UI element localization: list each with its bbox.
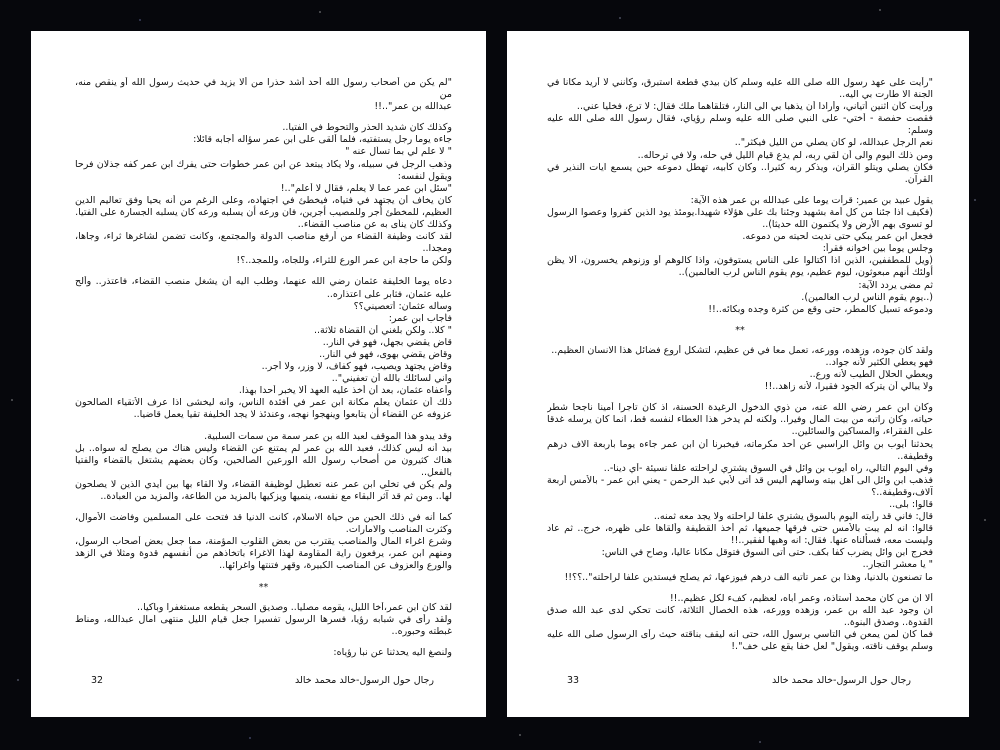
paragraph	[547, 195, 933, 316]
text-line: جاءه يوما رجل يستفتيه، فلما ألقى على ابن عمر سؤاله أجابه قائلا:	[193, 134, 452, 146]
text-line: ولنصغ اليه يحدثنا عن نبأ رؤياه:	[333, 646, 452, 658]
text-line: دعاه يوما الخليفة عثمان رضي الله عنهما، وطلب اليه أن يشغل منصب القضاء، فاعتذر.. وألح عليه عثمان، فثابر على اعتذاره..	[75, 276, 452, 300]
paragraph	[547, 345, 933, 393]
text-line: " لا علم لي بما تسأل عنه "	[345, 146, 452, 158]
text-line: ألا ان من كان محمد أستاذه، وعمر أباه، لعظيم، كفء لكل عظيم..!!	[669, 592, 933, 604]
text-line: فقصت حفصة - أختي- على النبي صلى الله عليه وسلم رؤياي، فقال رسول الله صلى الله عليه وسلم:	[547, 113, 933, 137]
left-page-footer	[31, 675, 486, 689]
text-line: ما تصنعون بالدنيا، وهذا بن عمر تأتيه الف درهم فيوزعها، ثم يصلح فيستدين علفا لراحلته"..؟؟!!	[564, 571, 933, 583]
text-line: وكان ابن عمر رضي الله عنه، من ذوي الدخول الرغيدة الحسنة، اذ كان تاجرا أمينا ناجحا شطر حياته، وكان راتبه من بيت المال وفيرا.. ولكنه لم يدخر هذا العطاء لنفسه قط، انما كان يرسله غدقا على الفقراء، والمساكين والسائلين..	[547, 402, 933, 438]
text-line: فكان يصلي ويتلو القرآن، ويذكر ربه كثيرا.. وكان كأبيه، تهطل دموعه حين يسمع آيات النذير في القرآن.	[547, 161, 933, 185]
paragraph	[75, 276, 452, 421]
page-number: 32	[91, 675, 104, 686]
text-line: ولقد رأى في شبابه رؤيا، فسرها الرسول تفسيرا جعل قيام الليل منتهى آمال عبدالله، ومناط غبطته وحبوره..	[75, 613, 452, 637]
text-line: " يا معشر التجار..	[862, 559, 933, 571]
text-line: فذهب ابن وائل الى أهل بيته وسألهم أليس قد أتى لأبي عبد الرحمن - يعني ابن عمر - بالأمس أربعة آلاف،وقطيفة..؟	[547, 474, 933, 498]
text-line: (ويل للمطففين، الذين اذا اكتالوا على الناس يستوفون، واذا كالوهم أو وزنوهم يخسرون، ألا يظن أولئك أنهم مبعوثون، ليوم عظيم، يوم يقوم الناس لرب العالمين)..	[547, 255, 933, 279]
paragraph	[75, 647, 452, 659]
text-line: وفي اليوم التالي، رآه أيوب بن وائل في السوق يشتري لراحلته علفا نسيئة -أي دينا-..	[603, 462, 933, 474]
text-line: كما أنه في ذلك الحين من حياة الاسلام، كانت الدنيا قد فتحت على المسلمين وفاضت الأموال، وكثرت المناصب والامارات.	[75, 512, 452, 536]
text-line: فما كان لمن يمعن في التأسي برسول الله، حتى انه ليقف بناقته حيث رأى الرسول صلى الله عليه وسلم يوقف ناقته. ويقول" لعل خفا يقع على خف".!	[547, 628, 933, 653]
text-line: فخرج ابن وائل يضرب كفا بكف. حتى أتى السوق فتوقل مكانا عاليا، وصاح في الناس:	[601, 547, 933, 559]
paragraph	[547, 77, 933, 186]
text-line: قالوا: بلى..	[889, 499, 933, 510]
text-line: ودموعه تسيل كالمطر، حتى وقع من كثرة وجده وبكائه..!!	[708, 303, 933, 315]
text-line: وسأله عثمان: أتعصيني؟؟	[353, 300, 452, 312]
left-page-text	[75, 77, 452, 668]
text-line: ولم يكن في تخلي ابن عمر عنه تعطيل لوظيفة القضاء، ولا القاء بها بين أيدي الذين لا يصلحون لها.. ومن ثم قد آثر البقاء مع نفسه، ينميها ويزكيها بالمزيد من الطاعة، والمزيد من العبادة..	[75, 478, 452, 502]
paragraph	[75, 431, 452, 504]
page-number: 33	[567, 675, 580, 686]
book-spine-gap	[486, 0, 507, 750]
text-line: قالوا: انه لم يبت بالأمس حتى فرقها جميعها، ثم أخذ القطيفة وألقاها على ظهره، خرج.. ثم عاد وليست معه، فسألناه عنها. فقال: انه وهبها لفقير..!!	[547, 523, 933, 547]
text-line: ويعطي الحلال الطيب لأنه ورع..	[809, 369, 933, 381]
text-line: ثم مضى يردد الآية:	[858, 279, 933, 291]
running-footer-title: رجال حول الرسول-خالد محمد خالد	[295, 675, 434, 686]
text-line: "رأيت على عهد رسول الله صلى الله عليه وسلم كأن بيدي قطعة استبرق، وكأنني لا أريد مكانا في الجنة الا طارت بي اليه..	[547, 77, 933, 101]
text-line: فجعل ابن عمر يبكي حتى نديت لحيته من دموعه.	[742, 231, 933, 243]
paragraph	[547, 593, 933, 653]
text-line: ومن ذلك اليوم والى أن لقي ربه، لم يدع قيام الليل في حله، ولا في ترحاله..	[637, 149, 933, 161]
left-page	[31, 31, 486, 717]
text-line: ولا يبالي أن يتركه الجود فقيرا، لأنه زاهد..!!	[764, 381, 933, 393]
right-page-text	[547, 77, 933, 662]
text-line: بيد أنه ليس كذلك، فعبد الله بن عمر لم يمتنع عن القضاء وليس هناك من يصلح له سواه.. بل هناك كثيرون من أصحاب رسول الله الورعين الصالحين، وكان بعضهم يشتغل بالقضاء والفتيا بالفعل..	[75, 442, 452, 478]
right-page	[507, 31, 969, 717]
paragraph	[75, 122, 452, 267]
text-line: "سئل ابن عمر عما لا يعلم، فقال لا أعلم"..!	[280, 182, 452, 194]
text-line: وكذلك كان ينأى به عن مناصب القضاء..	[297, 219, 452, 231]
text-line: ولقد كان جوده، وزهده، وورعه، تعمل معا في فن عظيم، لتشكل أروع فضائل هذا الانسان العظيم..	[551, 344, 933, 356]
paragraph	[75, 602, 452, 638]
text-line: فهو يعطي الكثير لأنه جواد..	[825, 356, 933, 368]
text-line: كان يخاف أن يجتهد في فتياه، فيخطئ في اجتهاده، وعلى الرغم من أنه يحيا وفق تعاليم الدين العظيم، للمخطئ أجر وللمصيب أجرين، فان ورعه أن يسلبه ورعه كان يسلبه الجسارة على الفتيا.	[75, 194, 452, 218]
paragraph	[75, 77, 452, 113]
text-line: " كلا.. ولكن بلغني أن القضاة ثلاثة..	[314, 324, 452, 336]
text-line: ان وجود عبد الله بن عمر، وزهده وورعه، هذه الخصال الثلاثة، كانت تحكي لدى عبد الله صدق القدوة.. وصدق البنوة..	[547, 604, 933, 628]
section-separator: **	[735, 324, 745, 336]
text-line: نعم الرجل عبدالله، لو كان يصلي من الليل فيكثر"..	[734, 137, 933, 149]
text-line: لقد كانت وظيفة القضاء من أرفع مناصب الدولة والمجتمع، وكانت تضمن لشاغرها ثراء، وجاها، ومجدا..	[75, 231, 452, 255]
text-line: قال: فاني قد رأيته اليوم بالسوق يشتري علفا لراحلته ولا يجد معه ثمنه..	[653, 511, 933, 523]
text-line: "لم يكن من أصحاب رسول الله أحد أشد حذرا من ألا يزيد في حديث رسول الله أو ينقص منه، من	[75, 77, 452, 101]
text-line: ذلك أن عثمان يعلم مكانة ابن عمر في أفئدة الناس، وانه ليخشى اذا عرف الأتقياء الصالحون عزوفه عن القضاء أن يتابعوا وينهجوا نهجه، وعندئذ لا يجد الخليفة تقيا يعمل قاضيا..	[75, 397, 452, 421]
text-line: وذهب الرجل في سبيله، ولا يكاد يبتعد عن ابن عمر خطوات حتى يفرك ابن عمر كفه جذلان فرحا ويقول لنفسه:	[75, 158, 452, 182]
text-line: وقاض يقضي بهوى، فهو في النار..	[319, 348, 452, 360]
right-page-footer	[507, 675, 969, 689]
text-line: وكذلك كان شديد الحذر والتحوط في الفتيا..	[282, 122, 452, 134]
text-line: يقول عبيد بن عمير: قرأت يوما على عبدالله بن عمر هذه الآية:	[690, 194, 933, 206]
text-line: عبدالله بن عمر"..!!	[374, 101, 452, 113]
text-line: ولكن ما حاجة ابن عمر الورع للثراء، وللجاه، وللمجد..؟!	[236, 255, 452, 267]
paragraph	[75, 512, 452, 572]
text-line: فأجاب ابن عمر:	[388, 312, 452, 324]
text-line: وشرع اغراء المال والمناصب يقترب من بعض القلوب المؤمنة، مما جعل بعض أصحاب الرسول، ومنهم ابن عمر، يرفعون راية المقاومة لهذا الاغراء باتخاذهم من أنفسهم قدوة ومثلا في الزهد والورع والعزوف عن المناصب الكبيرة، وقهر فتنتها واغرائها..	[75, 536, 452, 572]
text-line: لقد كان ابن عمر،أخا الليل، يقومه مصليا.. وصديق السحر يقطعه مستغفرا وباكيا..	[137, 601, 452, 613]
text-line: وجلس يوما بين اخوانه فقرأ:	[822, 243, 933, 255]
paragraph	[547, 402, 933, 583]
text-line: (فكيف اذا جئنا من كل أمة بشهيد وجئنا بك على هؤلاء شهيدا.يومئذ يود الذين كفروا وعصوا الرسول لو تسوى بهم الأرض ولا يكتمون الله حديثا)..	[547, 206, 933, 231]
section-separator: **	[258, 581, 269, 593]
text-line: (..يوم يقوم الناس لرب العالمين).	[801, 291, 933, 303]
text-line: وقاض يجتهد ويصيب، فهو كفاف، لا وزر، ولا أجر..	[261, 361, 452, 373]
text-line: قاض يقضي بجهل، فهو في النار..	[322, 336, 452, 348]
text-line: ورأيت كأن اثنين أتياني، وأرادا أن يذهبا بي الى النار، فتلقاهما ملك فقال: لا ترع، فخليا عني..	[576, 101, 933, 113]
text-line: وقد يبدو هذا الموقف لعبد الله بن عمر سمة من سمات السلبية.	[204, 430, 452, 442]
text-line: وأعفاه عثمان، بعد أن أخذ عليه العهد ألا يخبر أحدا بهذا.	[238, 385, 452, 397]
running-footer-title: رجال حول الرسول-خالد محمد خالد	[772, 675, 911, 686]
text-line: يحدثنا أيوب بن وائل الراسبي عن أحد مكرماته، فيخبرنا أن ابن عمر جاءه يوما بأربعة آلاف درهم وقطيفة..	[547, 438, 933, 462]
text-line: واني لسائلك بالله أن تعفيني"..	[331, 373, 452, 385]
